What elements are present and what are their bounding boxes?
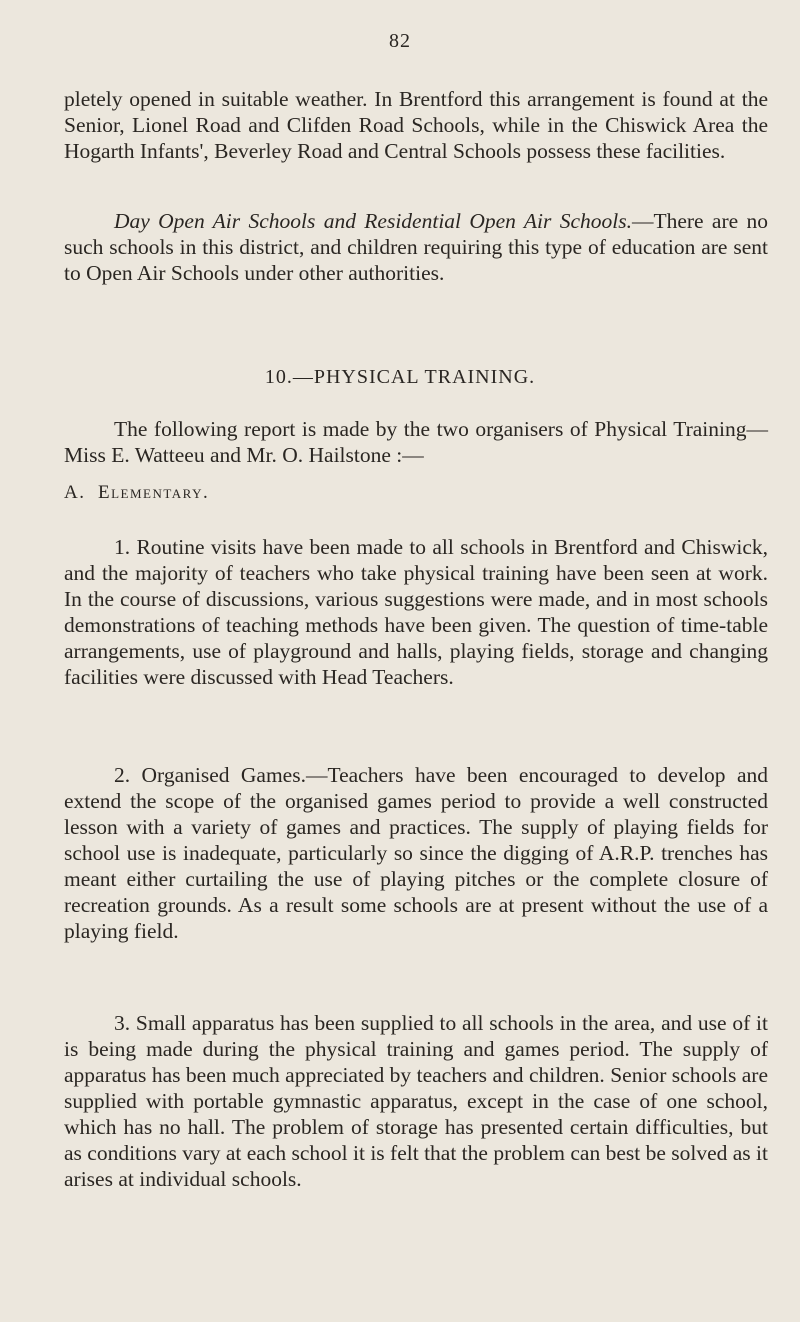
subheading-letter: A. — [64, 482, 86, 503]
subheading-elementary — [64, 482, 209, 504]
paragraph-open-air-facilities: pletely opened in suitable weather. In Brentford this arrangement is found at the Senior, Lionel Road and Clifden Road Schools, while in the Chiswick Area the Hogarth Infants', Beverley Road and Central Schools possess these facilities. — [64, 87, 768, 163]
paragraph-body: —There are no such schools in this district, and children requiring this type of education are sent to Open Air Schools under other authorities. — [64, 209, 769, 285]
subheading-label: Elementary. — [97, 482, 210, 503]
paragraph-run-in-title: Day Open Air Schools and Residential Open Air Schools. — [114, 209, 632, 233]
paragraph-routine-visits: 1. Routine visits have been made to all schools in Brentford and Chiswick, and the majority of teachers who take physical training have been seen at work. In the course of discussions, various suggestions were made, and in most schools demonstrations of teaching methods have been given. The question of time-table arrangements, use of playground and halls, playing fields, storage and changing facilities were discussed with Head Teachers. — [64, 535, 768, 689]
paragraph-small-apparatus: 3. Small apparatus has been supplied to all schools in the area, and use of it is being made during the physical training and games period. The supply of apparatus has been much appreciated by teachers and children. Senior schools are supplied with portable gymnastic apparatus, except in the case of one school, which has no hall. The problem of storage has presented certain difficulties, but as conditions vary at each school it is felt that the problem can best be solved as it arises at individual schools. — [64, 1011, 768, 1191]
page-number: 82 — [389, 30, 411, 52]
paragraph-report-intro: The following report is made by the two organisers of Physical Training—Miss E. Watteeu and Mr. O. Hailstone :— — [64, 417, 768, 467]
paragraph-organised-games: 2. Organised Games.—Teachers have been encouraged to develop and extend the scope of the organised games period to provide a well constructed lesson with a variety of games and practices. The supply of playing fields for school use is inadequate, particularly so since the digging of A.R.P. trenches has meant either curtailing the use of playing pitches or the complete closure of recreation grounds. As a result some schools are at present without the use of a playing field. — [64, 763, 768, 943]
section-heading: 10.—PHYSICAL TRAINING. — [264, 366, 536, 388]
paragraph-open-air-schools — [64, 208, 768, 286]
